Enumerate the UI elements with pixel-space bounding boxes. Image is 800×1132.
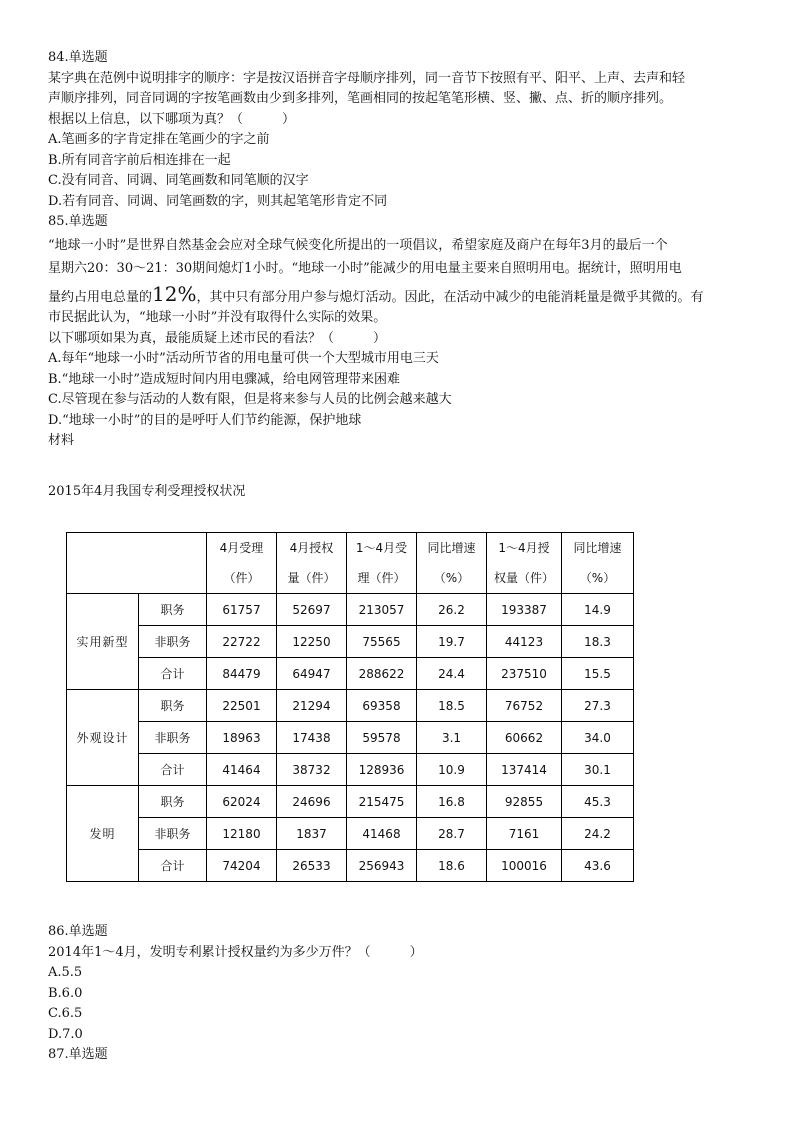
table-cell: 128936 — [347, 754, 417, 786]
table-row — [67, 594, 634, 626]
table-cell: 92855 — [487, 786, 562, 818]
table-cell: 34.0 — [562, 722, 634, 754]
table-cell: 1837 — [277, 818, 347, 850]
table-cell: 45.3 — [562, 786, 634, 818]
table-cell: 15.5 — [562, 658, 634, 690]
question-stem-line: 声顺序排列，同音同调的字按笔画数由少到多排列，笔画相同的按起笔笔形横、竖、撇、点、折的顺序排列。 — [48, 91, 673, 106]
table-cell: 100016 — [487, 850, 562, 882]
question-prompt: 2014年1～4月，发明专利累计授权量约为多少万件？（ ） — [48, 944, 423, 960]
row-label: 合计 — [139, 850, 207, 882]
option-b: B.所有同音字前后相连排在一起 — [48, 152, 231, 168]
question-stem-line: “地球一小时”是世界自然基金会应对全球气候变化所提出的一项倡议，希望家庭及商户在每年3月的最后一个 — [48, 237, 668, 253]
table-row — [67, 786, 634, 818]
table-row — [67, 850, 634, 882]
table-row — [67, 690, 634, 722]
table-cell: 30.1 — [562, 754, 634, 786]
row-label: 合计 — [139, 658, 207, 690]
table-cell: 14.9 — [562, 594, 634, 626]
table-cell: 17438 — [277, 722, 347, 754]
table-cell: 61757 — [207, 594, 277, 626]
column-header: 1～4月受 理（件） — [347, 533, 417, 594]
row-label: 职务 — [139, 594, 207, 626]
table-cell: 18.3 — [562, 626, 634, 658]
option-a: A.每年“地球一小时”活动所节省的用电量可供一个大型城市用电三天 — [48, 351, 439, 366]
row-label: 职务 — [139, 786, 207, 818]
table-title: 2015年4月我国专利受理授权状况 — [48, 484, 246, 499]
option-d: D.“地球一小时”的目的是呼吁人们节约能源，保护地球 — [48, 412, 362, 428]
table-row — [67, 754, 634, 786]
table-cell: 3.1 — [417, 722, 487, 754]
table-cell: 22501 — [207, 690, 277, 722]
question-stem-line: 某字典在范例中说明排字的顺序：字是按汉语拼音字母顺序排列，同一音节下按照有平、阳平、上声、去声和轻 — [48, 70, 686, 86]
table-header-row — [67, 533, 634, 594]
table-cell: 59578 — [347, 722, 417, 754]
question-stem-line — [48, 281, 758, 309]
table-cell: 24696 — [277, 786, 347, 818]
option-a: A.笔画多的字肯定排在笔画少的字之前 — [48, 132, 270, 147]
material-label: 材料 — [48, 433, 75, 448]
table-cell: 24.2 — [562, 818, 634, 850]
table-cell: 43.6 — [562, 850, 634, 882]
option-d: D.若有同音、同调、同笔画数的字，则其起笔笔形肯定不同 — [48, 193, 388, 209]
table-cell: 7161 — [487, 818, 562, 850]
option-d: D.7.0 — [48, 1026, 83, 1042]
question-header: 85.单选题 — [48, 214, 108, 229]
row-label: 非职务 — [139, 818, 207, 850]
row-label: 合计 — [139, 754, 207, 786]
question-86 — [48, 922, 758, 1066]
table-cell: 137414 — [487, 754, 562, 786]
question-prompt: 以下哪项如果为真，最能质疑上述市民的看法？（ ） — [48, 330, 387, 346]
table-cell: 41468 — [347, 818, 417, 850]
table-row — [67, 626, 634, 658]
group-label: 实用新型 — [67, 594, 139, 690]
question-stem-line: 星期六20：30～21：30期间熄灯1小时。“地球一小时”能减少的用电量主要来自照明用电。据统计，照明用电 — [48, 261, 682, 276]
table-cell: 18.6 — [417, 850, 487, 882]
group-label: 外观设计 — [67, 690, 139, 786]
table-cell: 41464 — [207, 754, 277, 786]
question-header: 87.单选题 — [48, 1047, 108, 1062]
table-cell: 12180 — [207, 818, 277, 850]
question-85 — [48, 212, 758, 452]
table-cell: 76752 — [487, 690, 562, 722]
table-cell: 74204 — [207, 850, 277, 882]
table-cell: 84479 — [207, 658, 277, 690]
stem-text: ，其中只有部分用户参与熄灯活动。因此，在活动中减少的电能消耗量是微乎其微的。有 — [196, 289, 704, 305]
table-cell: 193387 — [487, 594, 562, 626]
table-cell: 27.3 — [562, 690, 634, 722]
table-cell: 60662 — [487, 722, 562, 754]
table-cell: 12250 — [277, 626, 347, 658]
table-row — [67, 818, 634, 850]
table-row — [67, 658, 634, 690]
option-c: C.没有同音、同调、同笔画数和同笔顺的汉字 — [48, 173, 309, 188]
table-cell: 256943 — [347, 850, 417, 882]
question-header: 86.单选题 — [48, 924, 108, 939]
question-header: 84.单选题 — [48, 50, 108, 65]
table-cell: 26.2 — [417, 594, 487, 626]
option-c: C.尽管现在参与活动的人数有限，但是将来参与人员的比例会越来越大 — [48, 392, 452, 407]
table-row — [67, 722, 634, 754]
row-label: 职务 — [139, 690, 207, 722]
table-cell: 44123 — [487, 626, 562, 658]
table-cell: 69358 — [347, 690, 417, 722]
column-header: 同比增速 （%） — [562, 533, 634, 594]
option-b: B.6.0 — [48, 985, 83, 1001]
table-cell: 52697 — [277, 594, 347, 626]
table-cell: 22722 — [207, 626, 277, 658]
table-cell: 213057 — [347, 594, 417, 626]
table-cell: 288622 — [347, 658, 417, 690]
question-stem-line: 市民据此认为，“地球一小时”并没有取得什么实际的效果。 — [48, 310, 387, 325]
question-84 — [48, 48, 758, 212]
option-c: C.6.5 — [48, 1006, 83, 1021]
table-cell: 10.9 — [417, 754, 487, 786]
table-cell: 26533 — [277, 850, 347, 882]
stem-text: 量约占用电总量的 — [48, 289, 153, 305]
column-header: 4月受理 （件） — [207, 533, 277, 594]
row-label: 非职务 — [139, 626, 207, 658]
percentage-value: 12% — [152, 281, 197, 306]
header-blank — [67, 533, 207, 594]
table-cell: 75565 — [347, 626, 417, 658]
question-prompt: 根据以上信息，以下哪项为真？（ ） — [48, 111, 296, 127]
patent-table — [66, 532, 634, 882]
option-b: B.“地球一小时”造成短时间内用电骤减，给电网管理带来困难 — [48, 371, 400, 387]
table-cell: 215475 — [347, 786, 417, 818]
group-label: 发明 — [67, 786, 139, 882]
table-cell: 237510 — [487, 658, 562, 690]
table-cell: 21294 — [277, 690, 347, 722]
column-header: 1～4月授 权量（件） — [487, 533, 562, 594]
row-label: 非职务 — [139, 722, 207, 754]
column-header: 同比增速 （%） — [417, 533, 487, 594]
table-cell: 62024 — [207, 786, 277, 818]
option-a: A.5.5 — [48, 965, 83, 980]
table-cell: 18.5 — [417, 690, 487, 722]
table-cell: 16.8 — [417, 786, 487, 818]
table-cell: 24.4 — [417, 658, 487, 690]
data-table — [66, 532, 634, 882]
table-cell: 19.7 — [417, 626, 487, 658]
table-cell: 28.7 — [417, 818, 487, 850]
table-cell: 64947 — [277, 658, 347, 690]
column-header: 4月授权 量（件） — [277, 533, 347, 594]
table-cell: 38732 — [277, 754, 347, 786]
table-cell: 18963 — [207, 722, 277, 754]
